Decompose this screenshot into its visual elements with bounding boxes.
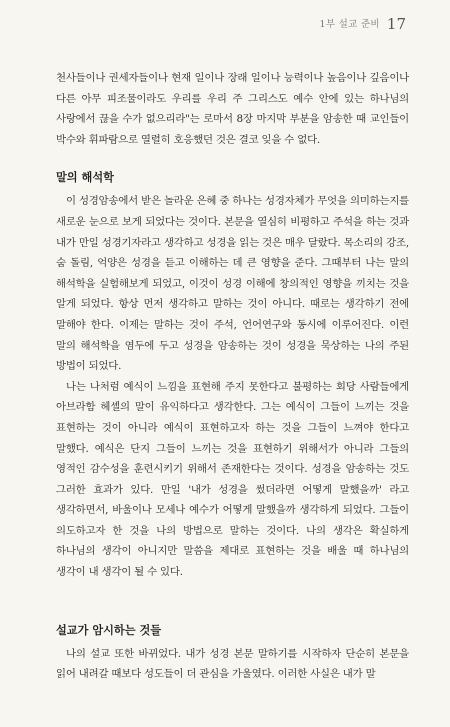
page-number: 17 — [386, 15, 406, 33]
section-heading-implications: 설교가 암시하는 것들 — [56, 623, 162, 637]
section-heading-hermeneutics: 말의 해석학 — [56, 171, 114, 185]
running-header — [320, 16, 406, 33]
paragraph: 천사들이나 권세자들이나 현재 일이나 장래 일이나 능력이나 높음이나 깊음이나 다른 아무 피조물이라도 우리를 우리 주 그리스도 예수 안에 있는 하나님의 사랑에서 끊을 수가 없으리라"는 로마서 8장 마지막 부분을 암송한 때 교인들이 박수와 휘파람으로 열렬히 호응했던 것은 결코 잊을 수 없다. — [56, 72, 409, 146]
paragraph: 이 성경암송에서 받은 놀라운 은혜 중 하나는 성경자체가 무엇을 의미하는지를 새로운 눈으로 보게 되었다는 것이다. 본문을 열심히 비평하고 주석을 하는 것과 내가 만일 성경기자라고 생각하고 성경을 읽는 것은 매우 달랐다. 목소리의 강조, 숨 돌림, 억양은 성경을 듣고 이해하는 데 큰 영향을 준다. 그때부터 나는 말의 해석학을 실험해보게 되었고, 이것이 성경 이해에 창의적인 영향을 끼치는 것을 알게 되었다. 항상 먼저 생각하고 말하는 것이 아니다. 때로는 생각하기 전에 말해야 한다. 이제는 말하는 것이 주석, 언어연구와 동시에 이루어진다. 이런 말의 해석학을 염두에 두고 성경을 암송하는 것이 성경을 묵상하는 나의 주된 방법이 되었다. — [56, 195, 409, 373]
paragraph: 나는 나처럼 예식이 느낌을 표현해 주지 못한다고 불평하는 회당 사람들에게 아브라함 헤셸의 말이 유익하다고 생각한다. 그는 예식이 그들이 느끼는 것을 표현하는 것이 아니라 예식이 표현하고자 하는 것을 그들이 느껴야 한다고 말했다. 예식은 단지 그들이 느끼는 것을 표현하기 위해서가 아니라 그들의 영적인 감수성을 훈련시키기 위해서 존재한다는 것이다. 성경을 암송하는 것도 그러한 효과가 있다. 만일 '내가 성경을 썼더라면 어떻게 말했을까' 라고 생각하면서, 바울이나 모세나 예수가 어떻게 말했을까 생각하게 되었다. 그들이 의도하고자 한 것을 나의 방법으로 말하는 것이다. 나의 생각은 확실하게 하나님의 생각이 아니지만 말씀을 제대로 표현하는 것을 배울 때 하나님의 생각이 내 생각이 될 수 있다. — [56, 380, 409, 579]
paragraph: 나의 설교 또한 바뀌었다. 내가 성경 본문 말하기를 시작하자 단순히 본문을 읽어 내려갈 때보다 성도들이 더 관심을 가울였다. 이러한 사실은 내가 말 — [56, 647, 409, 681]
section-label: 1부 설교 준비 — [319, 19, 380, 30]
body-text — [56, 68, 409, 685]
